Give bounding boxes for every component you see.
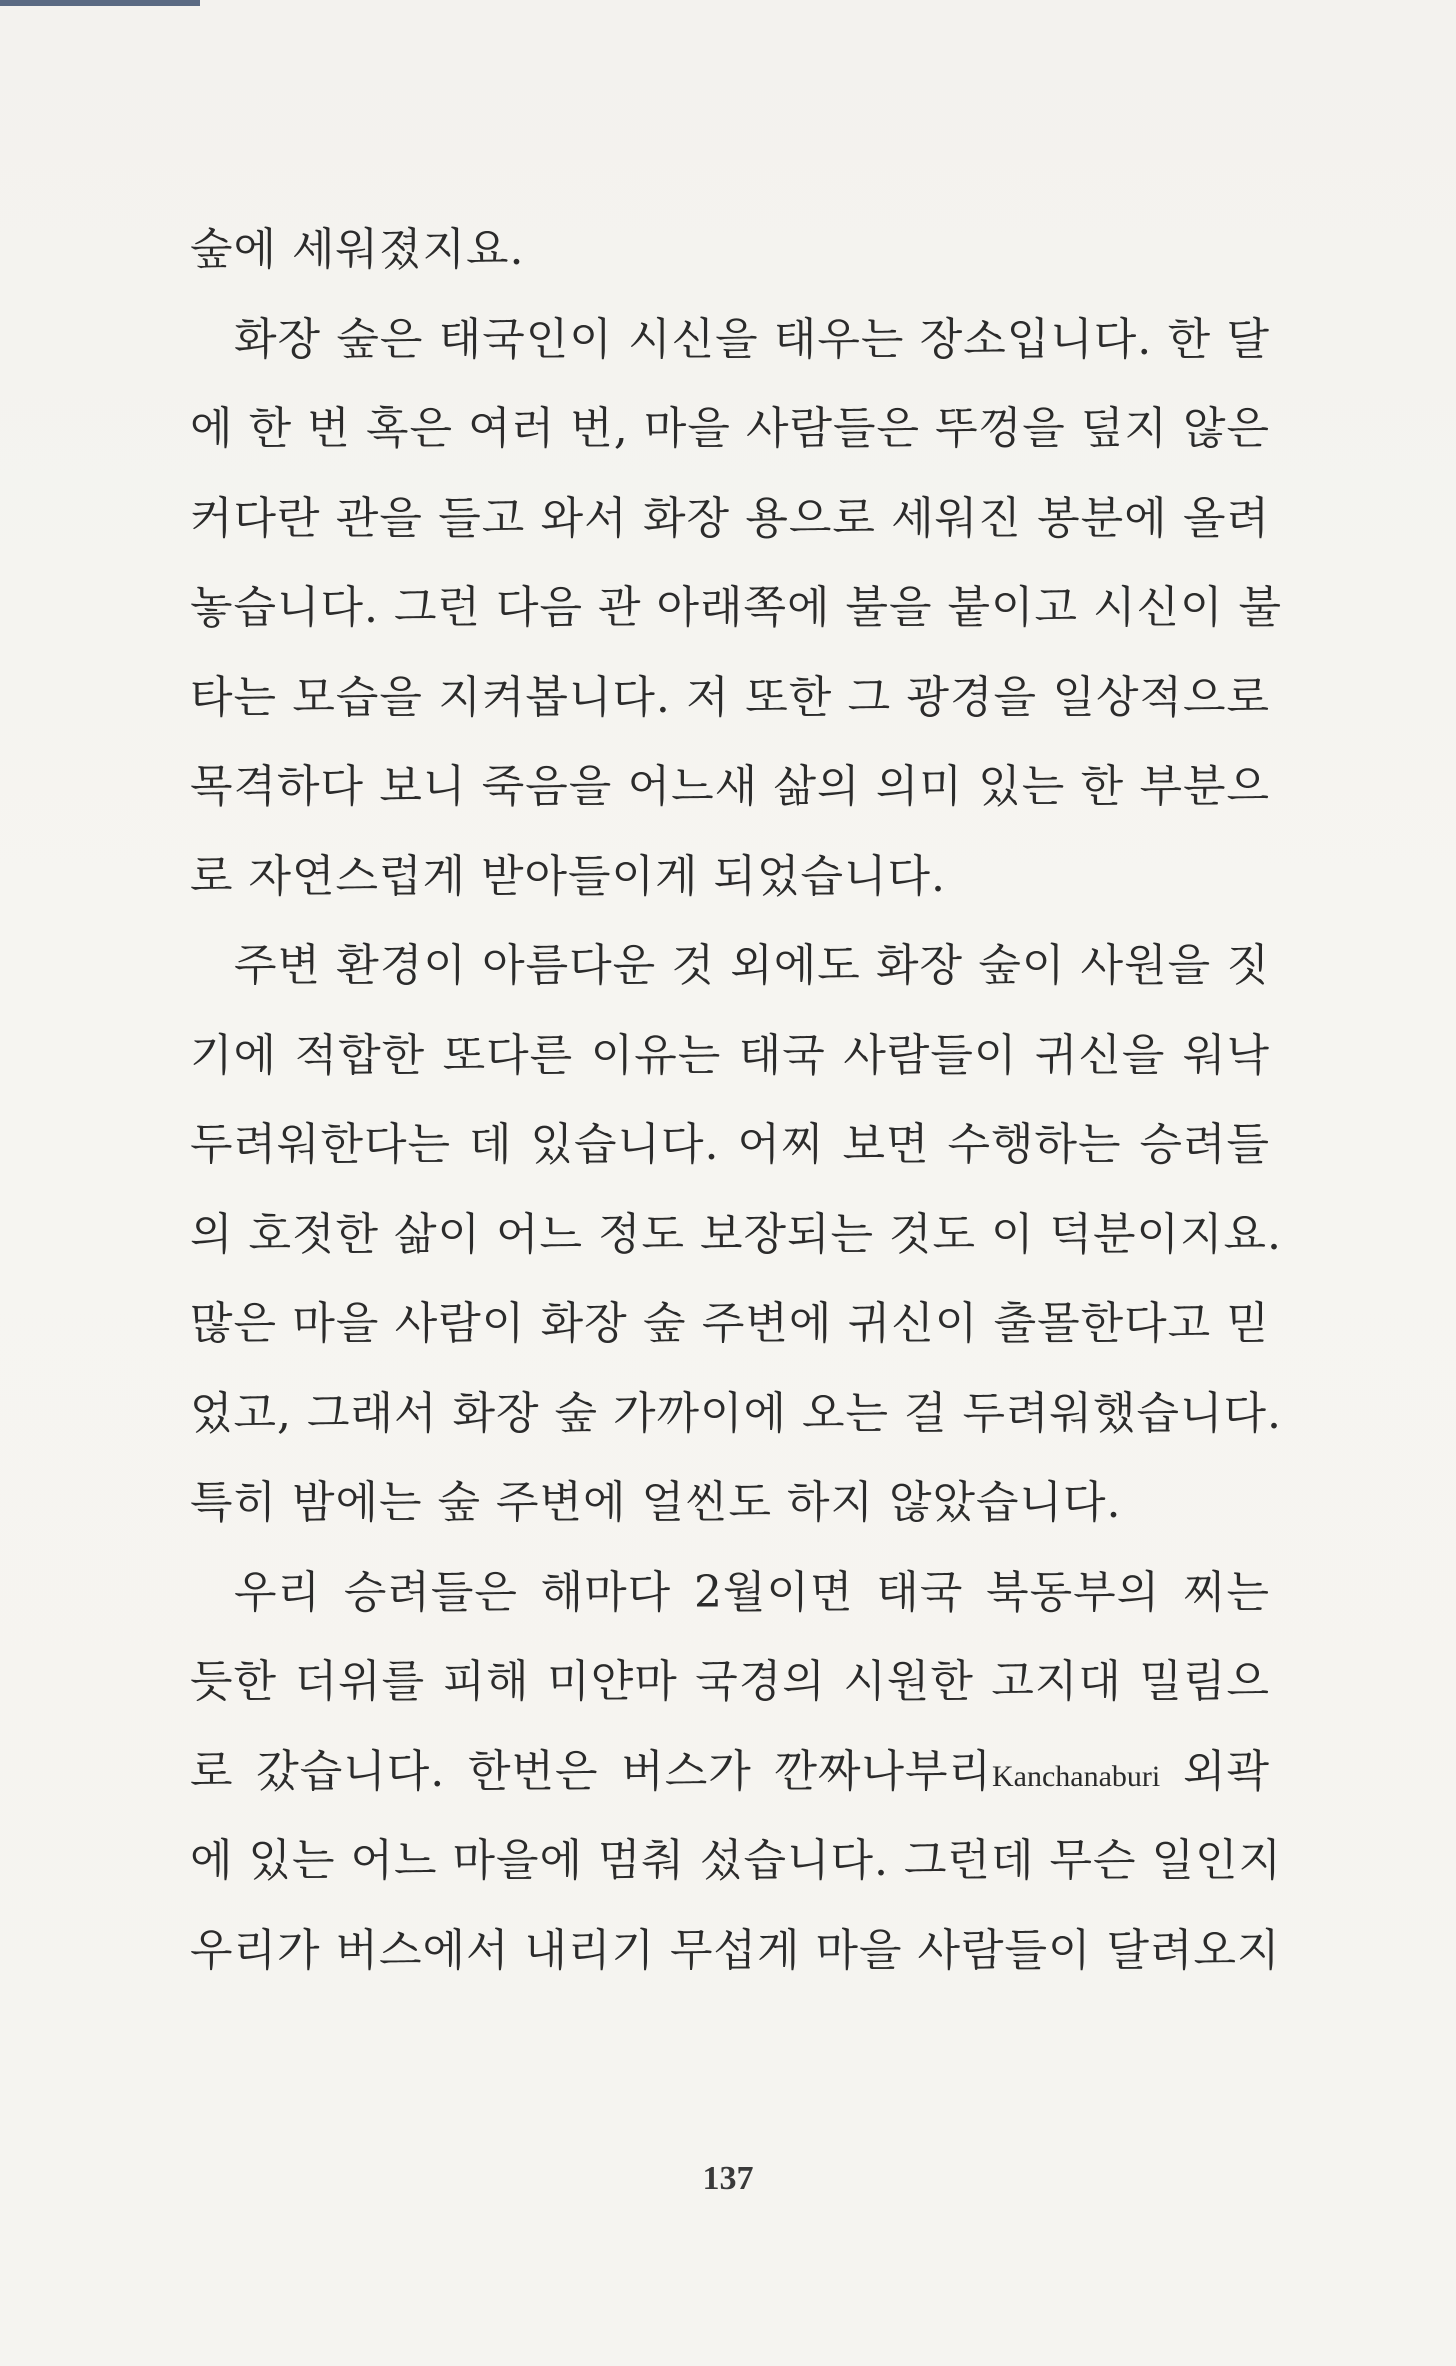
text-line: 숲에 세워졌지요.	[190, 224, 525, 275]
text-line: 많은 마을 사람이 화장 숲 주변에 귀신이 출몰한다고 믿	[190, 1298, 1270, 1349]
text-line: 목격하다 보니 죽음을 어느새 삶의 의미 있는 한 부분으	[190, 761, 1270, 812]
text-line: 특히 밤에는 숲 주변에 얼씬도 하지 않았습니다.	[190, 1477, 1122, 1528]
text-fragment: 외곽	[1160, 1745, 1270, 1797]
text-line: 었고, 그래서 화장 숲 가까이에 오는 걸 두려워했습니다.	[190, 1387, 1282, 1439]
text-line: 에 있는 어느 마을에 멈춰 섰습니다. 그런데 무슨 일인지	[190, 1835, 1282, 1886]
text-line: 우리가 버스에서 내리기 무섭게 마을 사람들이 달려오지	[190, 1924, 1281, 1976]
text-line: 에 한 번 혹은 여러 번, 마을 사람들은 뚜껑을 덮지 않은	[190, 403, 1270, 454]
text-line: 듯한 더위를 피해 미얀마 국경의 시원한 고지대 밀림으	[190, 1656, 1270, 1707]
text-line: 놓습니다. 그런 다음 관 아래쪽에 불을 붙이고 시신이 불	[190, 582, 1282, 633]
text-line: 로 자연스럽게 받아들이게 되었습니다.	[190, 850, 947, 902]
body-text	[190, 205, 1282, 1995]
text-line: 우리 승려들은 해마다 2월이면 태국 북동부의 찌는	[234, 1566, 1270, 1618]
text-line	[190, 1727, 1270, 1817]
text-line: 화장 숲은 태국인이 시신을 태우는 장소입니다. 한 달	[234, 313, 1270, 365]
page-top-edge	[0, 0, 200, 6]
text-line: 의 호젓한 삶이 어느 정도 보장되는 것도 이 덕분이지요.	[190, 1208, 1282, 1260]
text-fragment: 로 갔습니다. 한번은 버스가 깐짜나부리	[190, 1745, 992, 1797]
text-line: 두려워한다는 데 있습니다. 어찌 보면 수행하는 승려들	[190, 1119, 1270, 1170]
romanized-place-name: Kanchanaburi	[991, 1759, 1161, 1793]
page-number: 137	[702, 2160, 754, 2197]
text-line: 커다란 관을 들고 와서 화장 용으로 세워진 봉분에 올려	[190, 492, 1270, 544]
text-line: 기에 적합한 또다른 이유는 태국 사람들이 귀신을 워낙	[190, 1029, 1270, 1081]
text-line: 주변 환경이 아름다운 것 외에도 화장 숲이 사원을 짓	[234, 940, 1270, 991]
text-line: 타는 모습을 지켜봅니다. 저 또한 그 광경을 일상적으로	[190, 671, 1270, 723]
